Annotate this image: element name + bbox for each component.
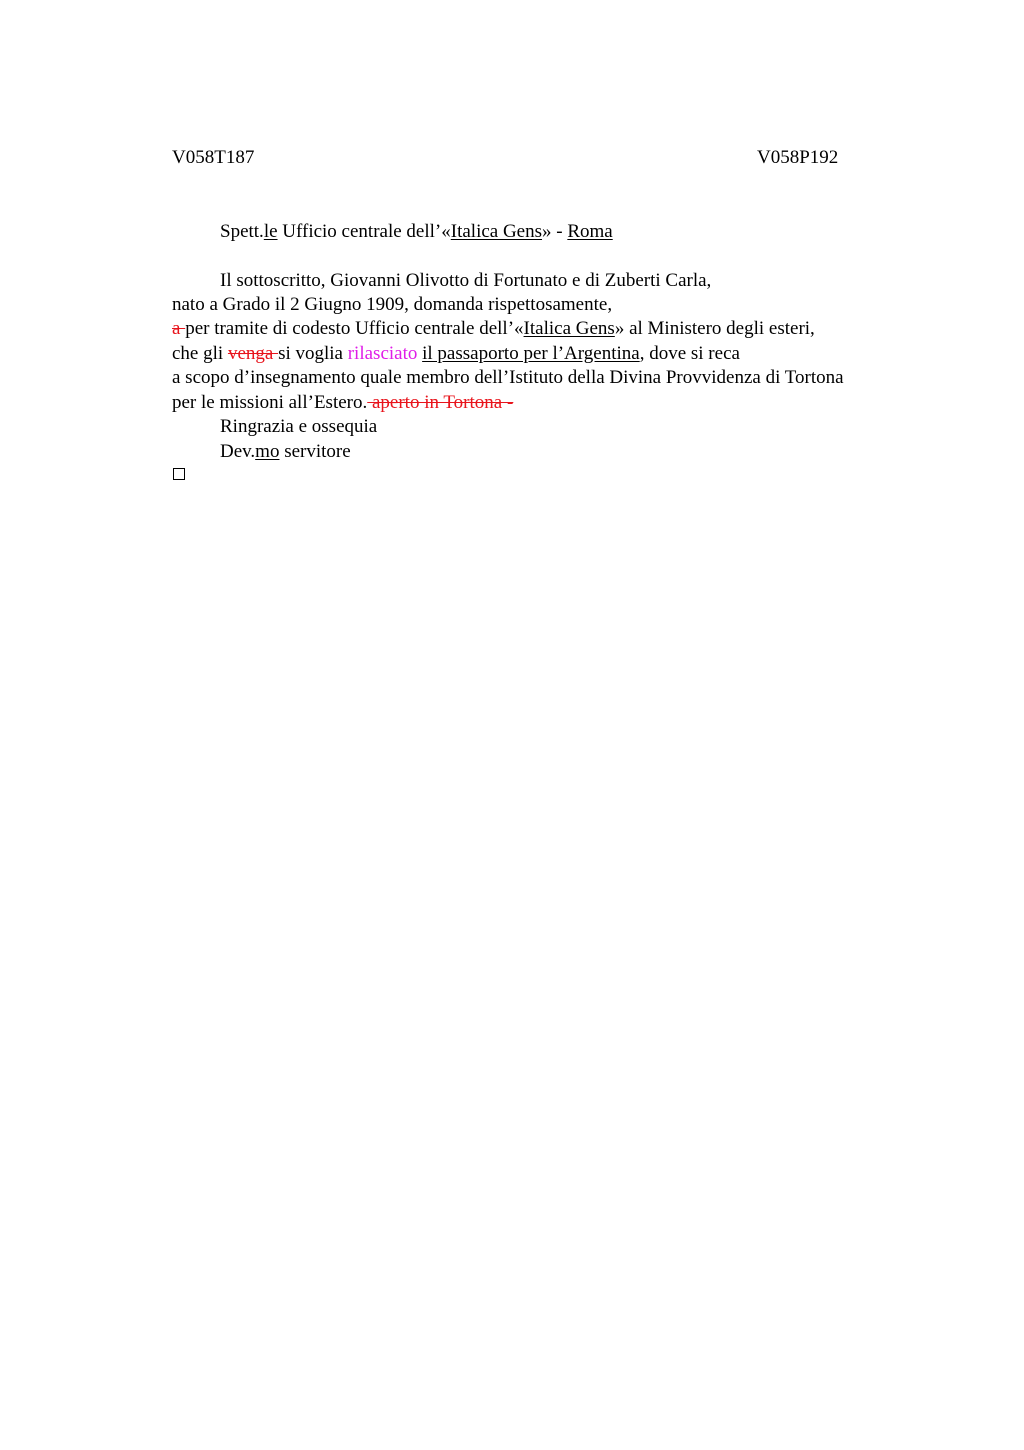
body-line-5: a scopo d’insegnamento quale membro dell’Istituto della Divina Provvidenza di Tortona bbox=[172, 367, 844, 388]
address-spett-abbrev: le bbox=[263, 221, 278, 242]
checkbox-icon bbox=[173, 468, 185, 480]
address-line bbox=[220, 220, 613, 244]
body-passport: il passaporto per l’Argentina bbox=[422, 343, 640, 364]
document-code-right: V058P192 bbox=[757, 147, 839, 168]
signature-dev: Dev. bbox=[220, 441, 256, 462]
body-line-4-text-a: che gli bbox=[172, 343, 228, 364]
body-line-6-text: per le missioni all’Estero. bbox=[172, 392, 368, 413]
body-italica-gens: Italica Gens bbox=[523, 318, 615, 339]
deleted-text: aperto in Tortona - bbox=[367, 392, 514, 413]
signature-servitore: servitore bbox=[279, 441, 351, 462]
address-close: » - bbox=[542, 221, 568, 242]
body-line-3-text-b: » al Ministero degli esteri, bbox=[614, 318, 815, 339]
document-code-left: V058T187 bbox=[172, 147, 255, 168]
body-line-3-text-a: per tramite di codesto Ufficio centrale dell’« bbox=[185, 318, 524, 339]
address-office: Ufficio centrale dell’« bbox=[277, 221, 451, 242]
inserted-text: rilasciato bbox=[347, 343, 418, 364]
body-line-4-text-c: , dove si reca bbox=[639, 343, 740, 364]
address-city: Roma bbox=[567, 221, 613, 242]
body-line-2: nato a Grado il 2 Giugno 1909, domanda rispettosamente, bbox=[172, 294, 613, 315]
deleted-text: a bbox=[172, 318, 186, 339]
deleted-text: venga bbox=[227, 343, 279, 364]
signature-dev-abbrev: mo bbox=[255, 441, 280, 462]
body-line-4 bbox=[172, 342, 740, 366]
signature-line bbox=[220, 440, 351, 464]
address-italica-gens: Italica Gens bbox=[450, 221, 543, 242]
body-line-4-text-b: si voglia bbox=[278, 343, 348, 364]
body-line-1: Il sottoscritto, Giovanni Olivotto di Fortunato e di Zuberti Carla, bbox=[220, 270, 712, 291]
closing-line: Ringrazia e ossequia bbox=[220, 416, 378, 437]
address-spett: Spett. bbox=[220, 221, 264, 242]
body-line-3 bbox=[172, 317, 815, 341]
body-line-6 bbox=[172, 391, 513, 415]
